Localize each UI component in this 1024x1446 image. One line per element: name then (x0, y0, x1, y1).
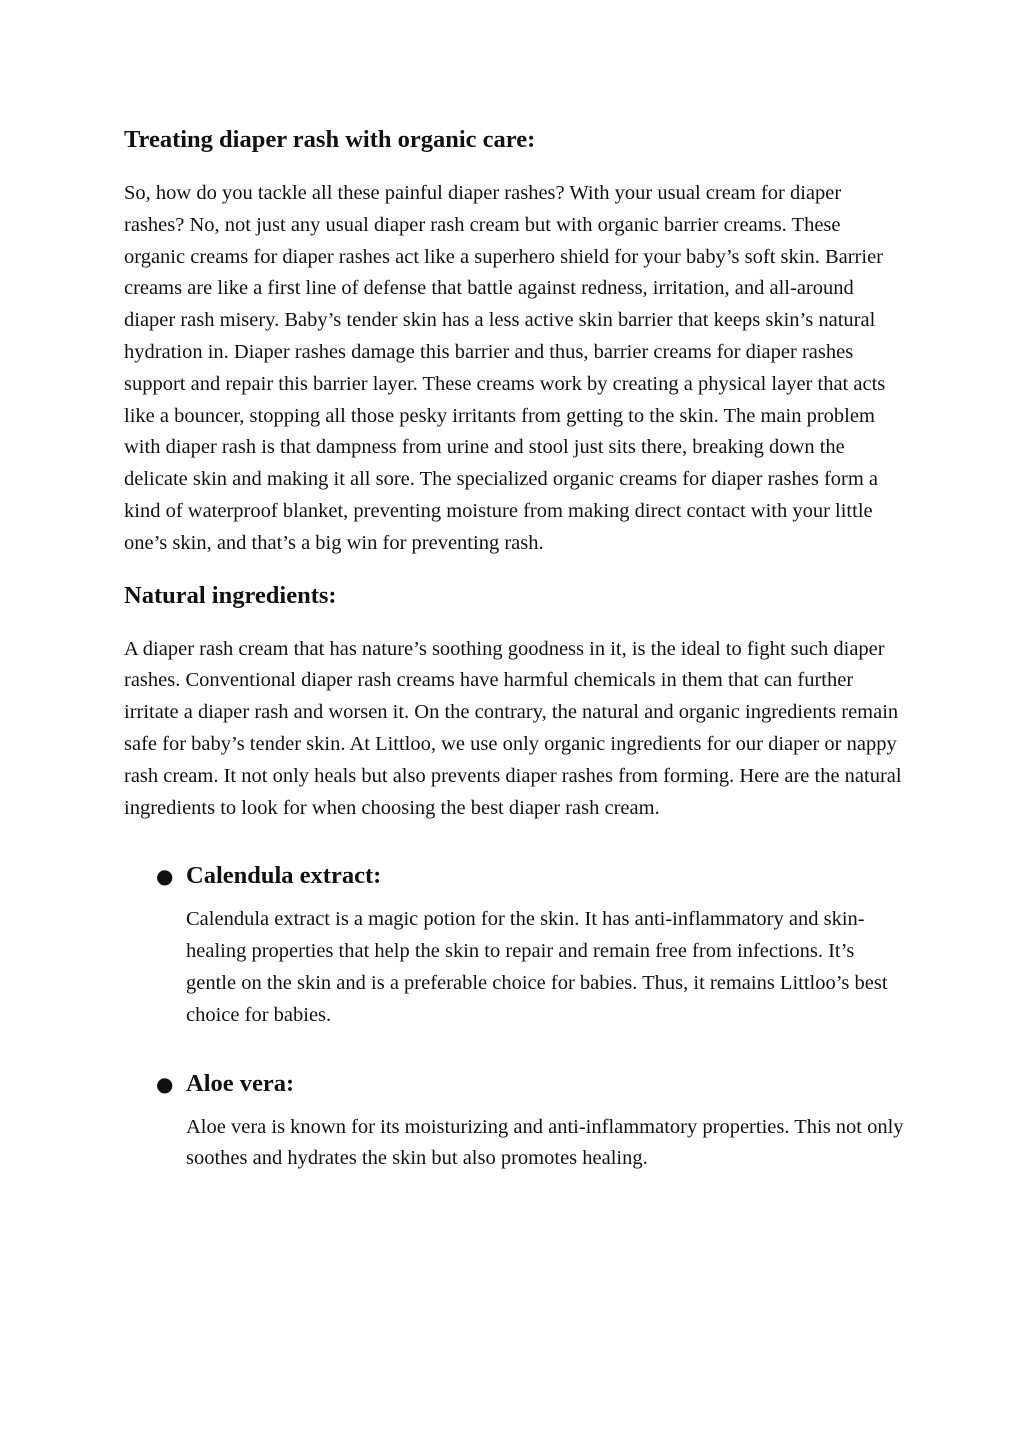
section-heading-organic-care: Treating diaper rash with organic care: (124, 126, 536, 153)
section-heading-natural-ingredients: Natural ingredients: (124, 581, 337, 609)
list-item-calendula (124, 860, 904, 1031)
list-item-aloe-vera (124, 1068, 904, 1176)
document-page (124, 124, 904, 1175)
ingredient-title-calendula: Calendula extract: (186, 862, 382, 890)
bullet-icon: ● (156, 864, 174, 889)
section-body-organic-care: So, how do you tackle all these painful diaper rashes? With your usual cream for diaper rashes? No, not just any usual diaper rash cream but with organic barrier creams. These organic creams for diaper rashes act like a superhero shield for your baby’s soft skin. Barrier creams are like a first line of defense that battle against redness, irritation, and all-around diaper rash misery. Baby’s tender skin has a less active skin barrier that keeps skin’s natural hydration in. Diaper rashes damage this barrier and thus, barrier creams for diaper rashes support and repair this barrier layer. These creams work by creating a physical layer that acts like a bouncer, stopping all those pesky irritants from getting to the skin. The main problem with diaper rash is that dampness from urine and stool just sits there, breaking down the delicate skin and making it all sore. The specialized organic creams for diaper rashes form a kind of waterproof blanket, preventing moisture from making direct contact with your little one’s skin, and that’s a big win for preventing rash. (124, 182, 886, 554)
ingredient-body-aloe-vera: Aloe vera is known for its moisturizing and anti-inflammatory properties. This not only soothes and hydrates the skin but also promotes healing. (186, 1115, 904, 1170)
ingredient-body-calendula: Calendula extract is a magic potion for the skin. It has anti-inflammatory and skin-healing properties that help the skin to repair and remain free from infections. It’s gentle on the skin and is a preferable choice for babies. Thus, it remains Littloo’s best choice for babies. (186, 908, 888, 1026)
section-body-natural-ingredients: A diaper rash cream that has nature’s soothing goodness in it, is the ideal to fight such diaper rashes. Conventional diaper rash creams have harmful chemicals in them that can further irritate a diaper rash and worsen it. On the contrary, the natural and organic ingredients remain safe for baby’s tender skin. At Littloo, we use only organic ingredients for our diaper or nappy rash cream. It not only heals but also prevents diaper rashes from forming. Here are the natural ingredients to look for when choosing the best diaper rash cream. (124, 637, 902, 819)
ingredient-title-aloe-vera: Aloe vera: (186, 1069, 295, 1097)
ingredient-list (124, 860, 904, 1175)
bullet-icon: ● (156, 1071, 174, 1096)
